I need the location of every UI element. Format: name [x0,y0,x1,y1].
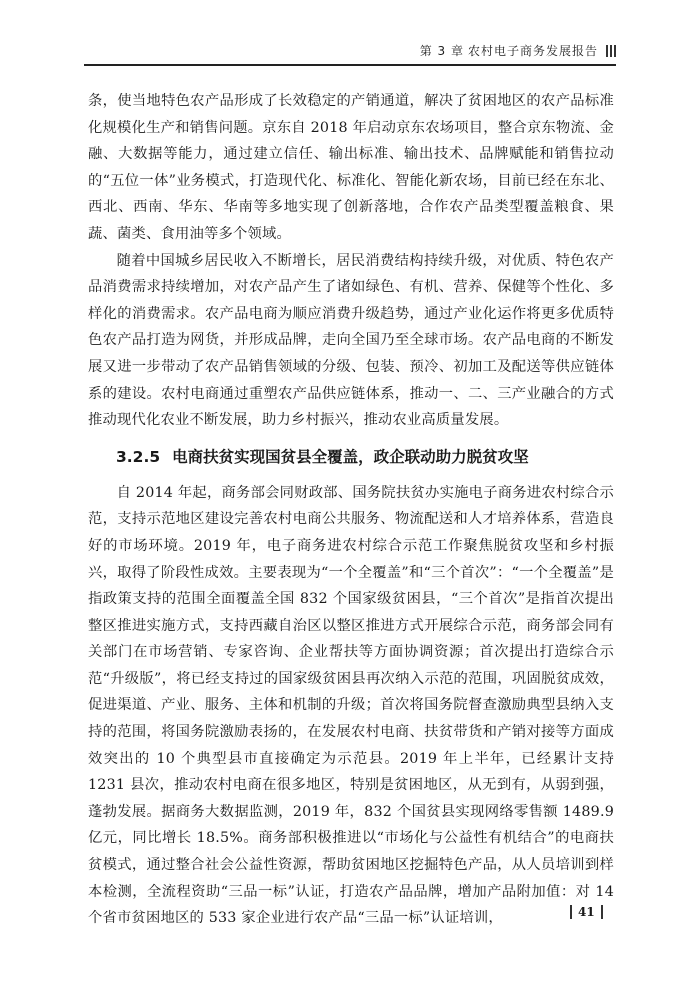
page-footer [570,905,603,919]
running-header [420,42,616,59]
section-heading [88,440,614,474]
page-number: 41 [578,905,595,919]
page-body [88,88,614,932]
chapter-label: 第 3 章 [419,44,464,58]
paragraph-poverty-alleviation: 自 2014 年起，商务部会同财政部、国务院扶贫办实施电子商务进农村综合示范，支持示范地区建设完善农村电商公共服务、物流配送和人才培养体系，营造良好的市场环境。2019 年，电子商务进农村综合示范工作聚焦脱贫攻坚和乡村振兴，取得了阶段性成效。主要表现为“一个全覆盖”和“三个首次”：“一个全覆盖”是指政策支持的范围全面覆盖全国 832 个国家级贫困县，“三个首次”是指首次提出整区推进实施方式，支持西藏自治区以整区推进方式开展综合示范，商务部会同有关部门在市场营销、专家咨询、企业帮扶等方面协调资源；首次提出打造综合示范“升级版”，将已经支持过的国家级贫困县再次纳入示范的范围，巩固脱贫成效，促进渠道、产业、服务、主体和机制的升级；首次将国务院督查激励典型县纳入支持的范围，将国务院激励表扬的，在发展农村电商、扶贫带货和产销对接等方面成效突出的 10 个典型县市直接确定为示范县。2019 年上半年，已经累计支持 1231 县次，推动农村电商在很多地区，特别是贫困地区，从无到有，从弱到强，蓬勃发展。据商务大数据监测，2019 年，832 个国贫县实现网络零售额 1489.9 亿元，同比增长 18.5%。商务部积极推进以“市场化与公益性有机结合”的电商扶贫模式，通过整合社会公益性资源，帮助贫困地区挖掘特色产品，从人员培训到样本检测，全流程资助“三品一标”认证，打造农产品品牌，增加产品附加值：对 14 个省市贫困地区的 533 家企业进行农产品“三品一标”认证培训， [88,484,614,927]
footer-bar-left-icon [570,905,572,919]
paragraph-consumption-upgrade: 随着中国城乡居民收入不断增长，居民消费结构持续升级，对优质、特色农产品消费需求持续增加，对农产品产生了诸如绿色、有机、营养、保健等个性化、多样化的消费需求。农产品电商为顺应消费升级趋势，通过产业化运作将更多优质特色农产品打造为网货，并形成品牌，走向全国乃至全球市场。农产品电商的不断发展又进一步带动了农产品销售领域的分级、包装、预冷、初加工及配送等供应链体系的建设。农村电商通过重塑农产品供应链体系，推动一、二、三产业融合的方式推动现代化农业不断发展，助力乡村振兴，推动农业高质量发展。 [88,252,614,429]
paragraph-continued: 条，使当地特色农产品形成了长效稳定的产销通道，解决了贫困地区的农产品标准化规模化生产和销售问题。京东自 2018 年启动京东农场项目，整合京东物流、金融、大数据等能力，通过建立信任、输出标准、输出技术、品牌赋能和销售拉动的“五位一体”业务模式，打造现代化、标准化、智能化新农场，目前已经在东北、西北、西南、华东、华南等多地实现了创新落地，合作农产品类型覆盖粮食、果蔬、菌类、食用油等多个领域。 [88,93,614,242]
footer-bar-right-icon [601,905,603,919]
header-bars-icon [606,45,616,57]
section-number: 3.2.5 [116,447,161,466]
report-title: 农村电子商务发展报告 [467,44,598,58]
section-title: 电商扶贫实现国贫县全覆盖，政企联动助力脱贫攻坚 [172,447,529,466]
header-divider [84,64,616,66]
